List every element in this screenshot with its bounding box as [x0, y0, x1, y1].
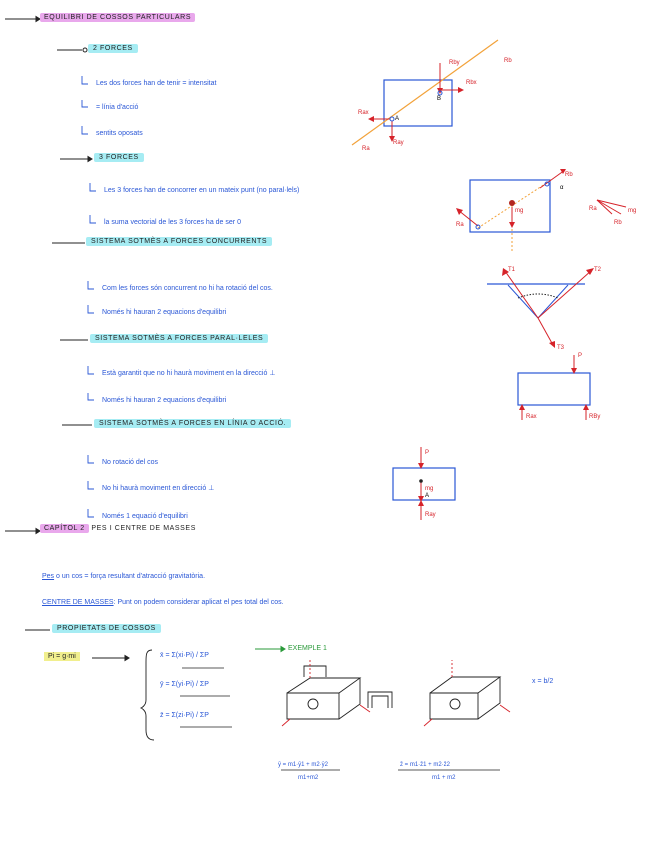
block-3d-left [282, 660, 370, 726]
block-3d-right [424, 660, 510, 726]
formula-pi: Pi = g·mi [44, 652, 80, 661]
pes-definition [42, 573, 205, 580]
centre-label: CENTRE DE MASSES [42, 599, 114, 606]
line-action-line-3: Només 1 equació d'equilibri [102, 513, 188, 520]
formula-bottom-left-num: ȳ = m1·ȳ1 + m2·ȳ2 [278, 762, 329, 768]
label-rax: Rax [358, 110, 369, 116]
label-t3: T3 [557, 345, 565, 351]
chapter-label: CAPÍTOL 2 [40, 524, 89, 533]
label-rb: Rb [504, 58, 512, 64]
formula-x-half: x = b/2 [532, 678, 554, 685]
diagram-three-forces [456, 169, 626, 252]
label-rby: Rby [449, 60, 460, 66]
formula-zbar: z̄ = Σ(zi·Pi) / ΣP [160, 712, 209, 719]
label-ray: Ray [393, 140, 404, 146]
label-point-a: A [395, 116, 400, 122]
label-ra: Ra [362, 146, 370, 152]
label-rax-parallel: Rax [526, 414, 537, 420]
two-forces-line-3: sentits oposats [96, 130, 143, 137]
label-a-line: A [425, 493, 430, 499]
line-action-line-1: No rotació del cos [102, 459, 159, 466]
centre-text: : Punt on podem considerar aplicat el pes total del cos. [113, 599, 284, 606]
formula-bottom-right-num: z̄ = m1·z̄1 + m2·z̄2 [400, 762, 451, 768]
label-rb-triangle: Rb [614, 220, 622, 226]
subheading-parallel: SISTEMA SOTMÈS A FORCES PARAL·LELES [90, 334, 268, 343]
concurrent-line-1: Com les forces són concurrent no hi ha rotació del cos. [102, 285, 273, 292]
chapter-title: PES I CENTRE DE MASSES [91, 525, 196, 532]
bracket-shape [368, 692, 392, 708]
formula-bracket [141, 650, 154, 740]
formula-ybar: ȳ = Σ(yi·Pi) / ΣP [160, 681, 209, 688]
label-ra-three: Ra [456, 222, 464, 228]
two-forces-line-2: = línia d'acció [96, 104, 139, 111]
subheading-two-forces: 2 FORCES [88, 44, 138, 53]
diagram-line-action [393, 447, 455, 520]
formula-xbar: x̄ = Σ(xi·Pi) / ΣP [160, 652, 209, 659]
diagram-two-forces [352, 40, 498, 145]
pes-label: Pes [42, 573, 55, 580]
subheading-properties: PROPIETATS DE COSSOS [52, 624, 161, 633]
section-heading-equilibrium: EQUILIBRI DE COSSOS PARTICULARS [40, 13, 195, 22]
label-point-b: B [437, 96, 442, 102]
label-angle: α [560, 185, 564, 191]
label-ray-line: Ray [425, 512, 436, 518]
parallel-line-1: Està garantit que no hi haurà moviment en la direcció ⊥ [102, 370, 276, 377]
label-p-parallel: P [578, 353, 583, 359]
line-action-line-2: No hi haurà moviment en direcció ⊥ [102, 485, 215, 492]
concurrent-line-2: Només hi hauran 2 equacions d'equilibri [102, 309, 227, 316]
formula-bottom-right-den: m1 + m2 [432, 775, 456, 781]
formula-bottom-left-den: m1+m2 [298, 775, 319, 781]
label-t2: T2 [594, 267, 602, 273]
two-forces-line-1: Les dos forces han de tenir = intensitat [96, 80, 217, 87]
three-forces-line-1: Les 3 forces han de concorrer en un mateix punt (no paral·lels) [104, 187, 300, 194]
centre-definition [42, 599, 284, 606]
three-forces-line-2: la suma vectorial de les 3 forces ha de ser 0 [104, 219, 241, 226]
example-label: EXEMPLE 1 [288, 645, 327, 652]
subheading-three-forces: 3 FORCES [94, 153, 144, 162]
label-mg-triangle: mg [628, 208, 637, 214]
pes-text: o un cos = força resultant d'atracció gravitatòria. [56, 573, 206, 580]
chapter-heading [40, 525, 196, 532]
parallel-line-2: Només hi hauran 2 equacions d'equilibri [102, 397, 227, 404]
label-p-line: P [425, 450, 430, 456]
subheading-line-action: SISTEMA SOTMÈS A FORCES EN LÍNIA O ACCIÓ. [94, 419, 291, 428]
bullet-arrows [82, 76, 96, 517]
label-rb-three: Rb [565, 172, 573, 178]
subheading-concurrent: SISTEMA SOTMÈS A FORCES CONCURRENTS [86, 237, 272, 246]
label-mg-line: mg [425, 486, 434, 492]
label-rbx: Rbx [466, 80, 477, 86]
diagram-concurrent [487, 268, 594, 348]
label-rby-parallel: RBy [589, 414, 601, 420]
diagram-parallel [518, 355, 590, 420]
label-mg-three: mg [515, 208, 524, 214]
label-t1: T1 [508, 267, 516, 273]
label-ra-triangle: Ra [589, 206, 597, 212]
